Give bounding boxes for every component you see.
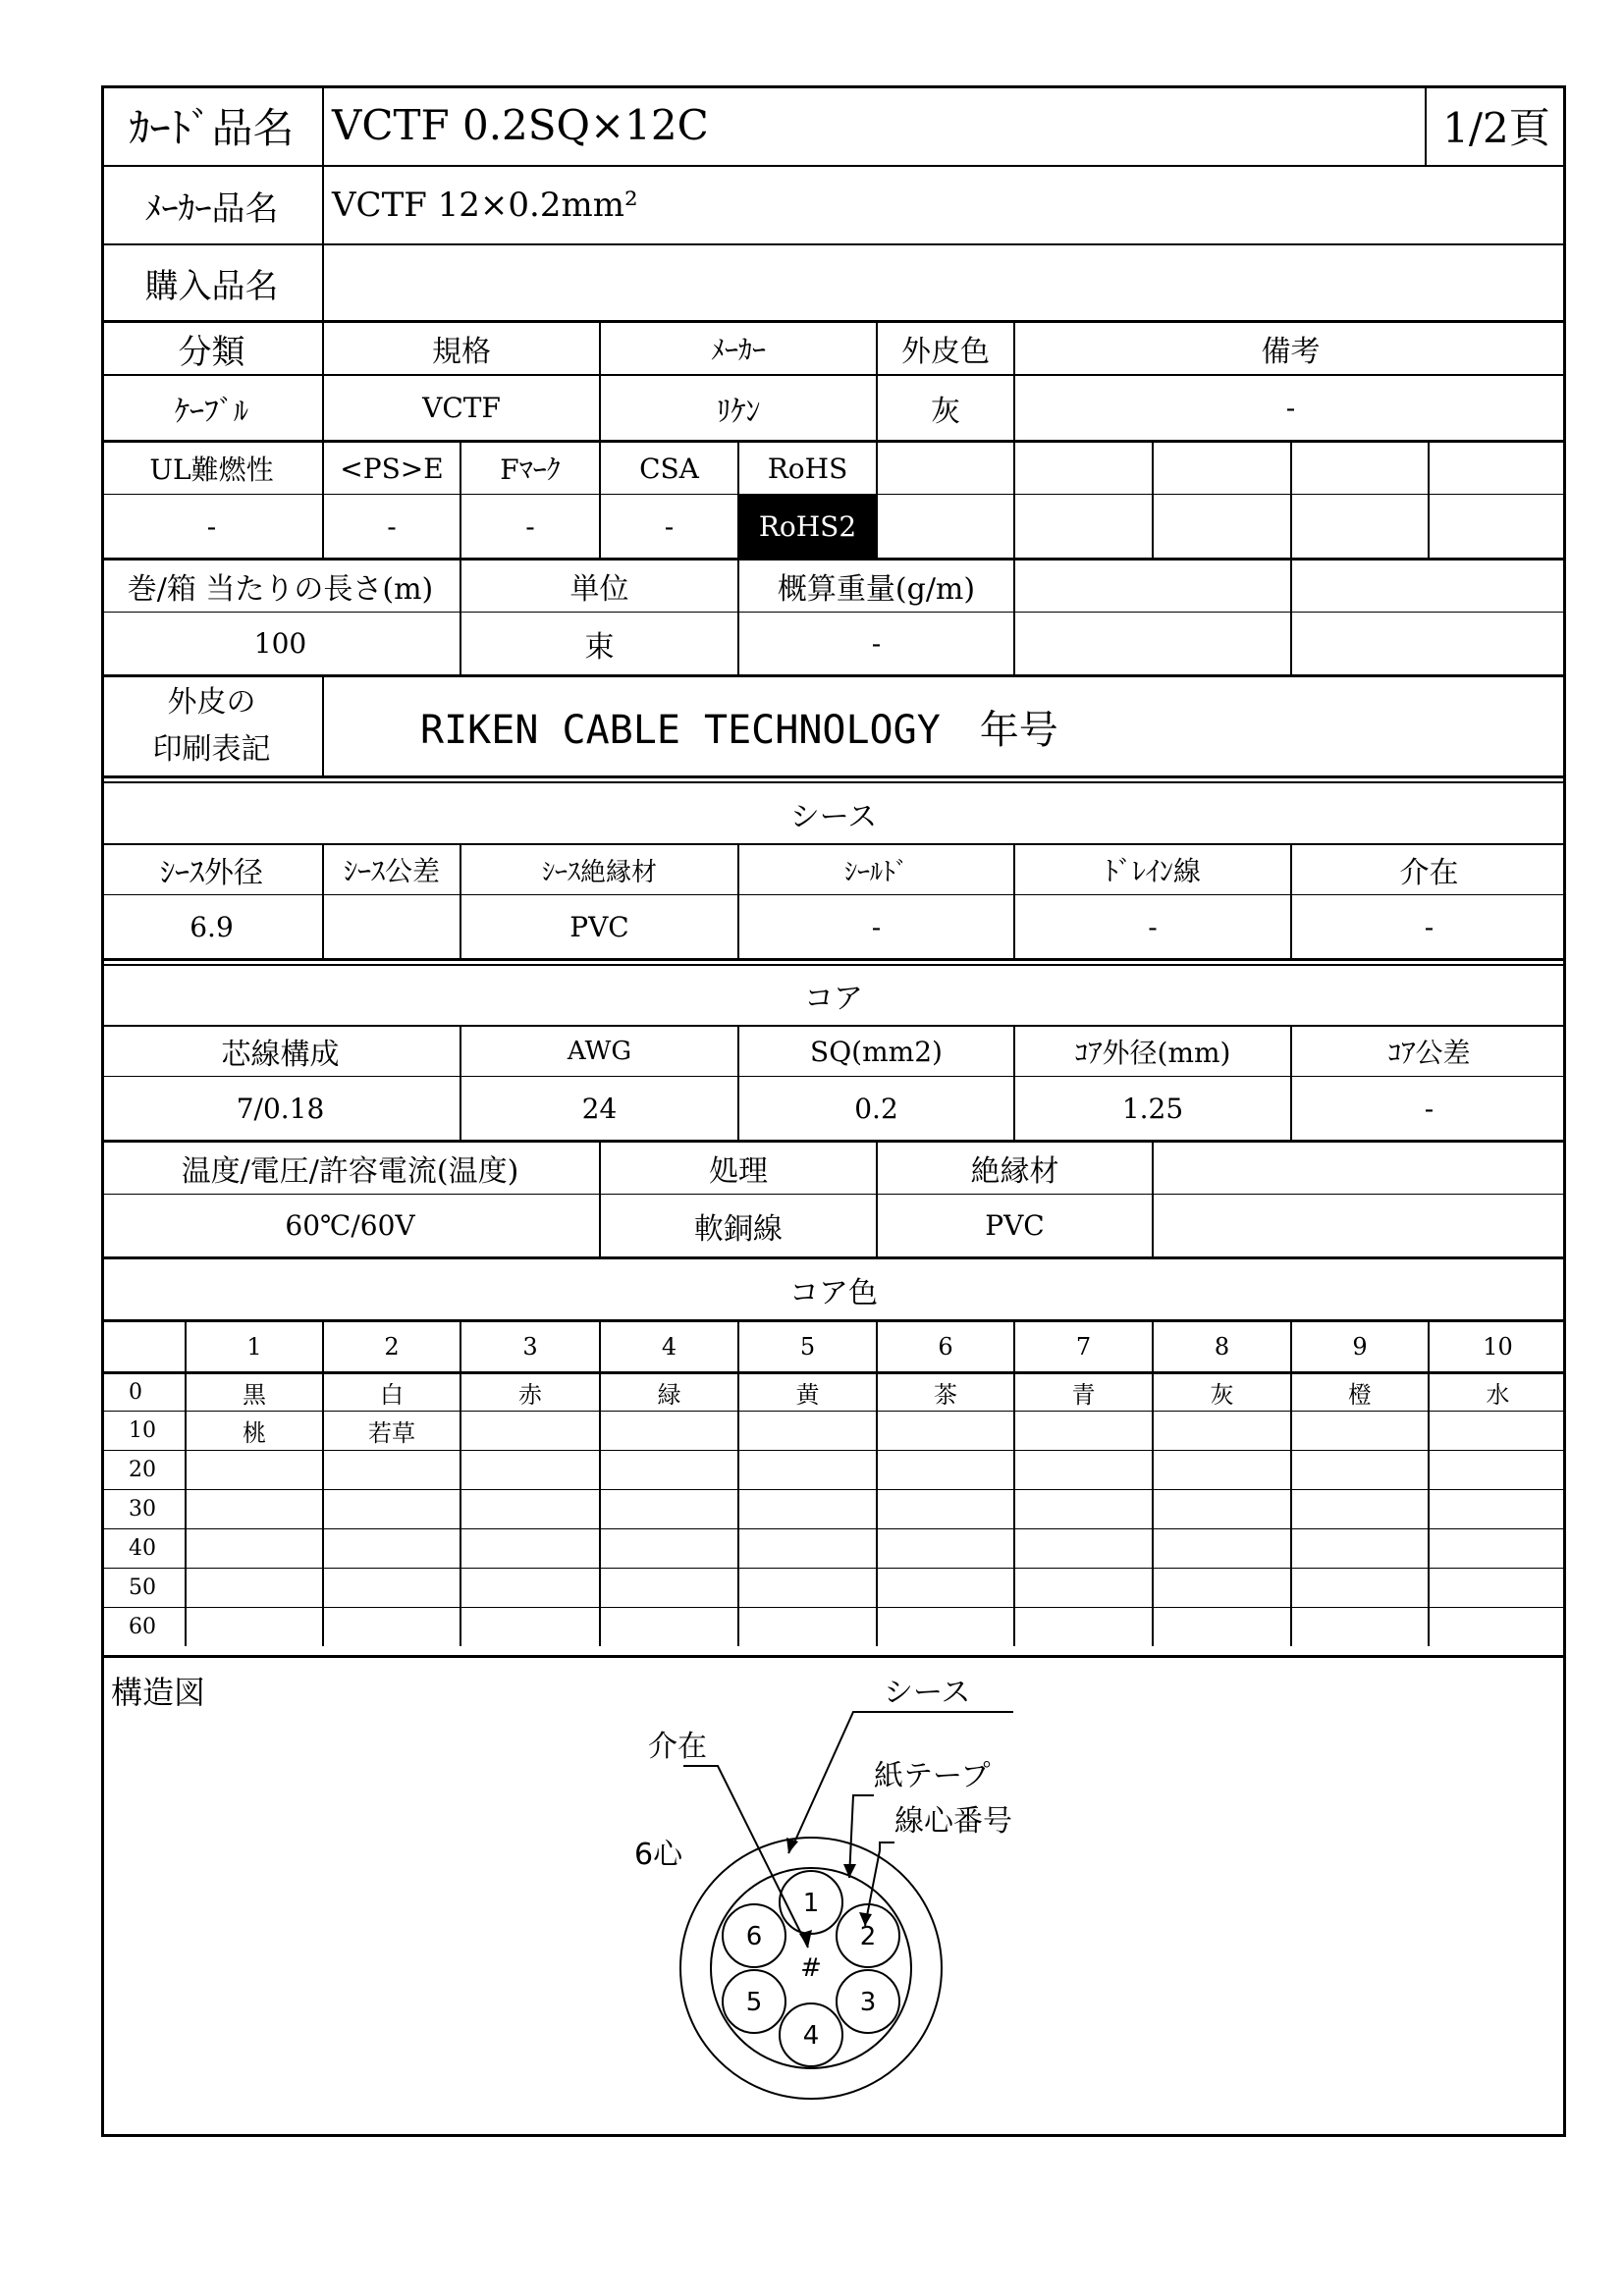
core-color-row [101,1371,1566,1411]
color-cell: 茶 [876,1374,1013,1411]
sheath-title: シース [789,799,878,834]
color-cell [1152,1490,1290,1528]
row-label: 30 [129,1497,156,1522]
core-color-title-row [101,1256,1566,1319]
color-cell: 橙 [1290,1374,1428,1411]
color-cell [737,1412,876,1450]
standard-header: 規格 [322,323,599,374]
column-number: 3 [460,1322,599,1371]
color-cell [876,1451,1013,1489]
column-number: 9 [1290,1322,1428,1371]
empty-cell [1290,443,1428,494]
strand-value: 7/0.18 [236,1092,325,1125]
color-cell [185,1529,322,1568]
maker-header: ﾒｰｶｰ [599,323,876,374]
color-cell [599,1412,737,1450]
empty-cell [1013,495,1152,558]
print-marking-row [101,674,1566,775]
f-mark-header: Fﾏｰｸ [460,443,599,494]
pse-header: <PS>E [322,443,460,494]
core-number-3: 3 [859,1988,877,2017]
core-number-4: 4 [802,2021,820,2051]
print-marking-value: RIKEN CABLE TECHNOLOGY 年号 [322,677,1566,775]
sq-header: SQ(mm2) [737,1027,1013,1076]
column-number: 1 [185,1322,322,1371]
color-cell [185,1569,322,1607]
filler-label: 介在 [648,1730,707,1764]
center-filler-mark: # [800,1953,822,1983]
row-label: 60 [129,1615,156,1639]
print-marking-label-line2: 印刷表記 [152,732,271,767]
color-cell: 緑 [599,1374,737,1411]
rohs-header: RoHS [737,443,876,494]
sheath-header-row [101,843,1566,894]
color-cell [1152,1529,1290,1568]
color-cell [1428,1608,1566,1646]
color-cell [322,1569,460,1607]
core-number-2: 2 [859,1922,877,1951]
empty-cell [1290,613,1566,674]
empty-cell [876,495,1013,558]
core-color-row [101,1528,1566,1568]
color-cell [737,1608,876,1646]
core-header-row-2 [101,1140,1566,1194]
page-number: 1/2頁 [1425,85,1566,165]
color-cell [876,1490,1013,1528]
length-header: 巻/箱 当たりの長さ(m) [127,572,434,607]
sheath-color-value: 灰 [876,376,1013,440]
color-cell [1428,1451,1566,1489]
color-cell: 赤 [460,1374,599,1411]
classification-header: 分類 [178,332,245,372]
empty-cell [1152,495,1290,558]
color-cell [1013,1529,1152,1568]
rohs-value: RoHS2 [737,495,876,558]
column-number: 2 [322,1322,460,1371]
empty-cell [101,1322,185,1371]
maker-name-label: ﾒｰｶｰ品名 [144,188,279,229]
empty-cell [1013,443,1152,494]
empty-cell [1152,1143,1566,1194]
arrow-head [843,1864,856,1878]
unit-header: 単位 [460,561,737,612]
core-tolerance-value: - [1290,1077,1566,1140]
color-cell: 若草 [322,1412,460,1450]
shield-header: ｼｰﾙﾄﾞ [737,845,1013,894]
core-title: コア [804,982,863,1016]
color-cell [737,1569,876,1607]
color-cell [322,1608,460,1646]
color-cell [1290,1529,1428,1568]
column-number: 8 [1152,1322,1290,1371]
core-color-row [101,1450,1566,1489]
color-cell [1428,1529,1566,1568]
shield-value: - [737,895,1013,958]
awg-value: 24 [460,1077,737,1140]
pse-value: - [322,495,460,558]
core-header-row [101,1025,1566,1076]
packaging-header-row [101,558,1566,612]
structure-section [101,1655,1566,2137]
column-number: 6 [876,1322,1013,1371]
rating-value: 60℃/60V [285,1209,415,1242]
strand-header: 芯線構成 [221,1038,340,1072]
filler-leader-line [683,1766,808,1948]
sheath-tolerance-header: ｼｰｽ公差 [322,845,460,894]
color-cell [460,1412,599,1450]
color-cell [1290,1451,1428,1489]
core-count-label: 6心 [634,1838,683,1872]
color-cell [185,1490,322,1528]
core-od-header: ｺｱ外径(mm) [1013,1027,1290,1076]
color-cell [460,1569,599,1607]
color-cell [322,1490,460,1528]
empty-cell [1428,443,1566,494]
filler-value: - [1290,895,1566,958]
length-value: 100 [253,627,307,660]
color-cell: 灰 [1152,1374,1290,1411]
color-cell [876,1529,1013,1568]
spec-sheet [101,85,1566,2137]
color-cell [322,1451,460,1489]
classification-value-row [101,374,1566,440]
structure-diagram [101,1658,1566,2140]
color-cell [876,1412,1013,1450]
color-cell [1428,1569,1566,1607]
print-marking-label [101,677,322,775]
structure-title: 構造図 [111,1674,206,1711]
row-label: 40 [129,1536,156,1561]
core-value-row [101,1076,1566,1140]
color-cell: 黒 [185,1374,322,1411]
color-cell [1290,1608,1428,1646]
treatment-header: 処理 [599,1143,876,1194]
remarks-value: - [1013,376,1566,440]
core-number-6: 6 [745,1922,763,1951]
column-number: 7 [1013,1322,1152,1371]
classification-value: ｹｰﾌﾞﾙ [175,394,248,429]
awg-header: AWG [460,1027,737,1076]
column-number: 10 [1428,1322,1566,1371]
standards-value-row [101,494,1566,558]
ul-value: - [206,509,217,543]
f-mark-value: - [460,495,599,558]
sheath-label: シース [884,1676,971,1710]
color-cell [1013,1412,1152,1450]
core-number-label: 線心番号 [894,1804,1012,1839]
color-cell [185,1608,322,1646]
color-cell [737,1490,876,1528]
color-cell [1152,1412,1290,1450]
row-label: 50 [129,1575,156,1600]
row-label: 20 [129,1458,156,1482]
sheath-insulation-value: PVC [460,895,737,958]
core-value-row-2 [101,1194,1566,1256]
weight-header: 概算重量(g/m) [737,561,1013,612]
packaging-value-row [101,612,1566,674]
sq-value: 0.2 [737,1077,1013,1140]
unit-value: 束 [460,613,737,674]
filler-header: 介在 [1290,845,1566,894]
insulation-value: PVC [876,1195,1152,1256]
row-label: 0 [129,1380,142,1405]
csa-header: CSA [599,443,737,494]
color-cell [1013,1451,1152,1489]
maker-name-value: VCTF 12×0.2mm² [322,167,1566,243]
purchase-name-value [322,245,1566,320]
color-cell [1152,1451,1290,1489]
color-cell [1290,1412,1428,1450]
card-name-label: ｶｰﾄﾞ品名 [129,103,295,152]
sheath-od-header: ｼｰｽ外径 [160,856,263,890]
csa-value: - [599,495,737,558]
row-label: 10 [129,1418,156,1443]
color-cell: 青 [1013,1374,1152,1411]
weight-value: - [737,613,1013,674]
color-cell [460,1451,599,1489]
empty-cell [1013,561,1290,612]
core-color-header-row [101,1319,1566,1371]
color-cell [599,1490,737,1528]
color-cell [599,1529,737,1568]
sheath-color-header: 外皮色 [876,323,1013,374]
color-cell [460,1529,599,1568]
core-tolerance-header: ｺｱ公差 [1290,1027,1566,1076]
empty-cell [1428,495,1566,558]
color-cell: 白 [322,1374,460,1411]
core-number-5: 5 [745,1988,763,2017]
core-color-row [101,1411,1566,1450]
maker-value: ﾘｹﾝ [599,376,876,440]
color-cell [1428,1490,1566,1528]
color-cell [1013,1608,1152,1646]
ul-header: UL難燃性 [149,454,274,486]
sheath-tolerance-value [322,895,460,958]
standard-value: VCTF [322,376,599,440]
color-cell [599,1569,737,1607]
core-number-1: 1 [802,1889,820,1918]
color-cell [876,1569,1013,1607]
maker-name-row [101,165,1566,243]
empty-cell [876,443,1013,494]
color-cell [1290,1490,1428,1528]
color-cell [1013,1490,1152,1528]
sheath-insulation-header: ｼｰｽ絶縁材 [460,845,737,894]
core-title-row [101,964,1566,1025]
color-cell [599,1451,737,1489]
color-cell [1428,1412,1566,1450]
color-cell: 水 [1428,1374,1566,1411]
core-color-row [101,1607,1566,1646]
standards-header-row [101,440,1566,494]
print-marking-label-line1: 外皮の [167,685,256,720]
card-name-row [101,85,1566,165]
paper-tape-label: 紙テープ [874,1759,991,1793]
insulation-header: 絶縁材 [876,1143,1152,1194]
color-cell [1290,1569,1428,1607]
color-cell [185,1451,322,1489]
empty-cell [1152,1195,1566,1256]
color-cell [460,1490,599,1528]
remarks-header: 備考 [1013,323,1566,374]
color-cell: 桃 [185,1412,322,1450]
color-cell [737,1529,876,1568]
core-color-title: コア色 [789,1275,878,1310]
drain-wire-header: ﾄﾞﾚｲﾝ線 [1013,845,1290,894]
empty-cell [1290,495,1428,558]
rating-header: 温度/電圧/許容電流(温度) [181,1154,519,1189]
card-name-value: VCTF 0.2SQ×12C [322,85,1425,165]
column-number: 5 [737,1322,876,1371]
color-cell [876,1608,1013,1646]
color-cell [1013,1569,1152,1607]
purchase-name-label: 購入品名 [144,266,279,306]
core-od-value: 1.25 [1013,1077,1290,1140]
purchase-name-row [101,243,1566,320]
drain-wire-value: - [1013,895,1290,958]
core-color-row [101,1568,1566,1607]
color-cell [322,1529,460,1568]
sheath-od-value: 6.9 [189,910,234,943]
sheath-value-row [101,894,1566,958]
core-color-row [101,1489,1566,1528]
color-cell [1152,1608,1290,1646]
empty-cell [1152,443,1290,494]
color-cell [599,1608,737,1646]
color-cell: 黄 [737,1374,876,1411]
empty-cell [1013,613,1290,674]
empty-cell [1290,561,1566,612]
color-cell [460,1608,599,1646]
classification-header-row [101,320,1566,374]
column-number: 4 [599,1322,737,1371]
treatment-value: 軟銅線 [599,1195,876,1256]
color-cell [1152,1569,1290,1607]
sheath-title-row [101,781,1566,843]
color-cell [737,1451,876,1489]
